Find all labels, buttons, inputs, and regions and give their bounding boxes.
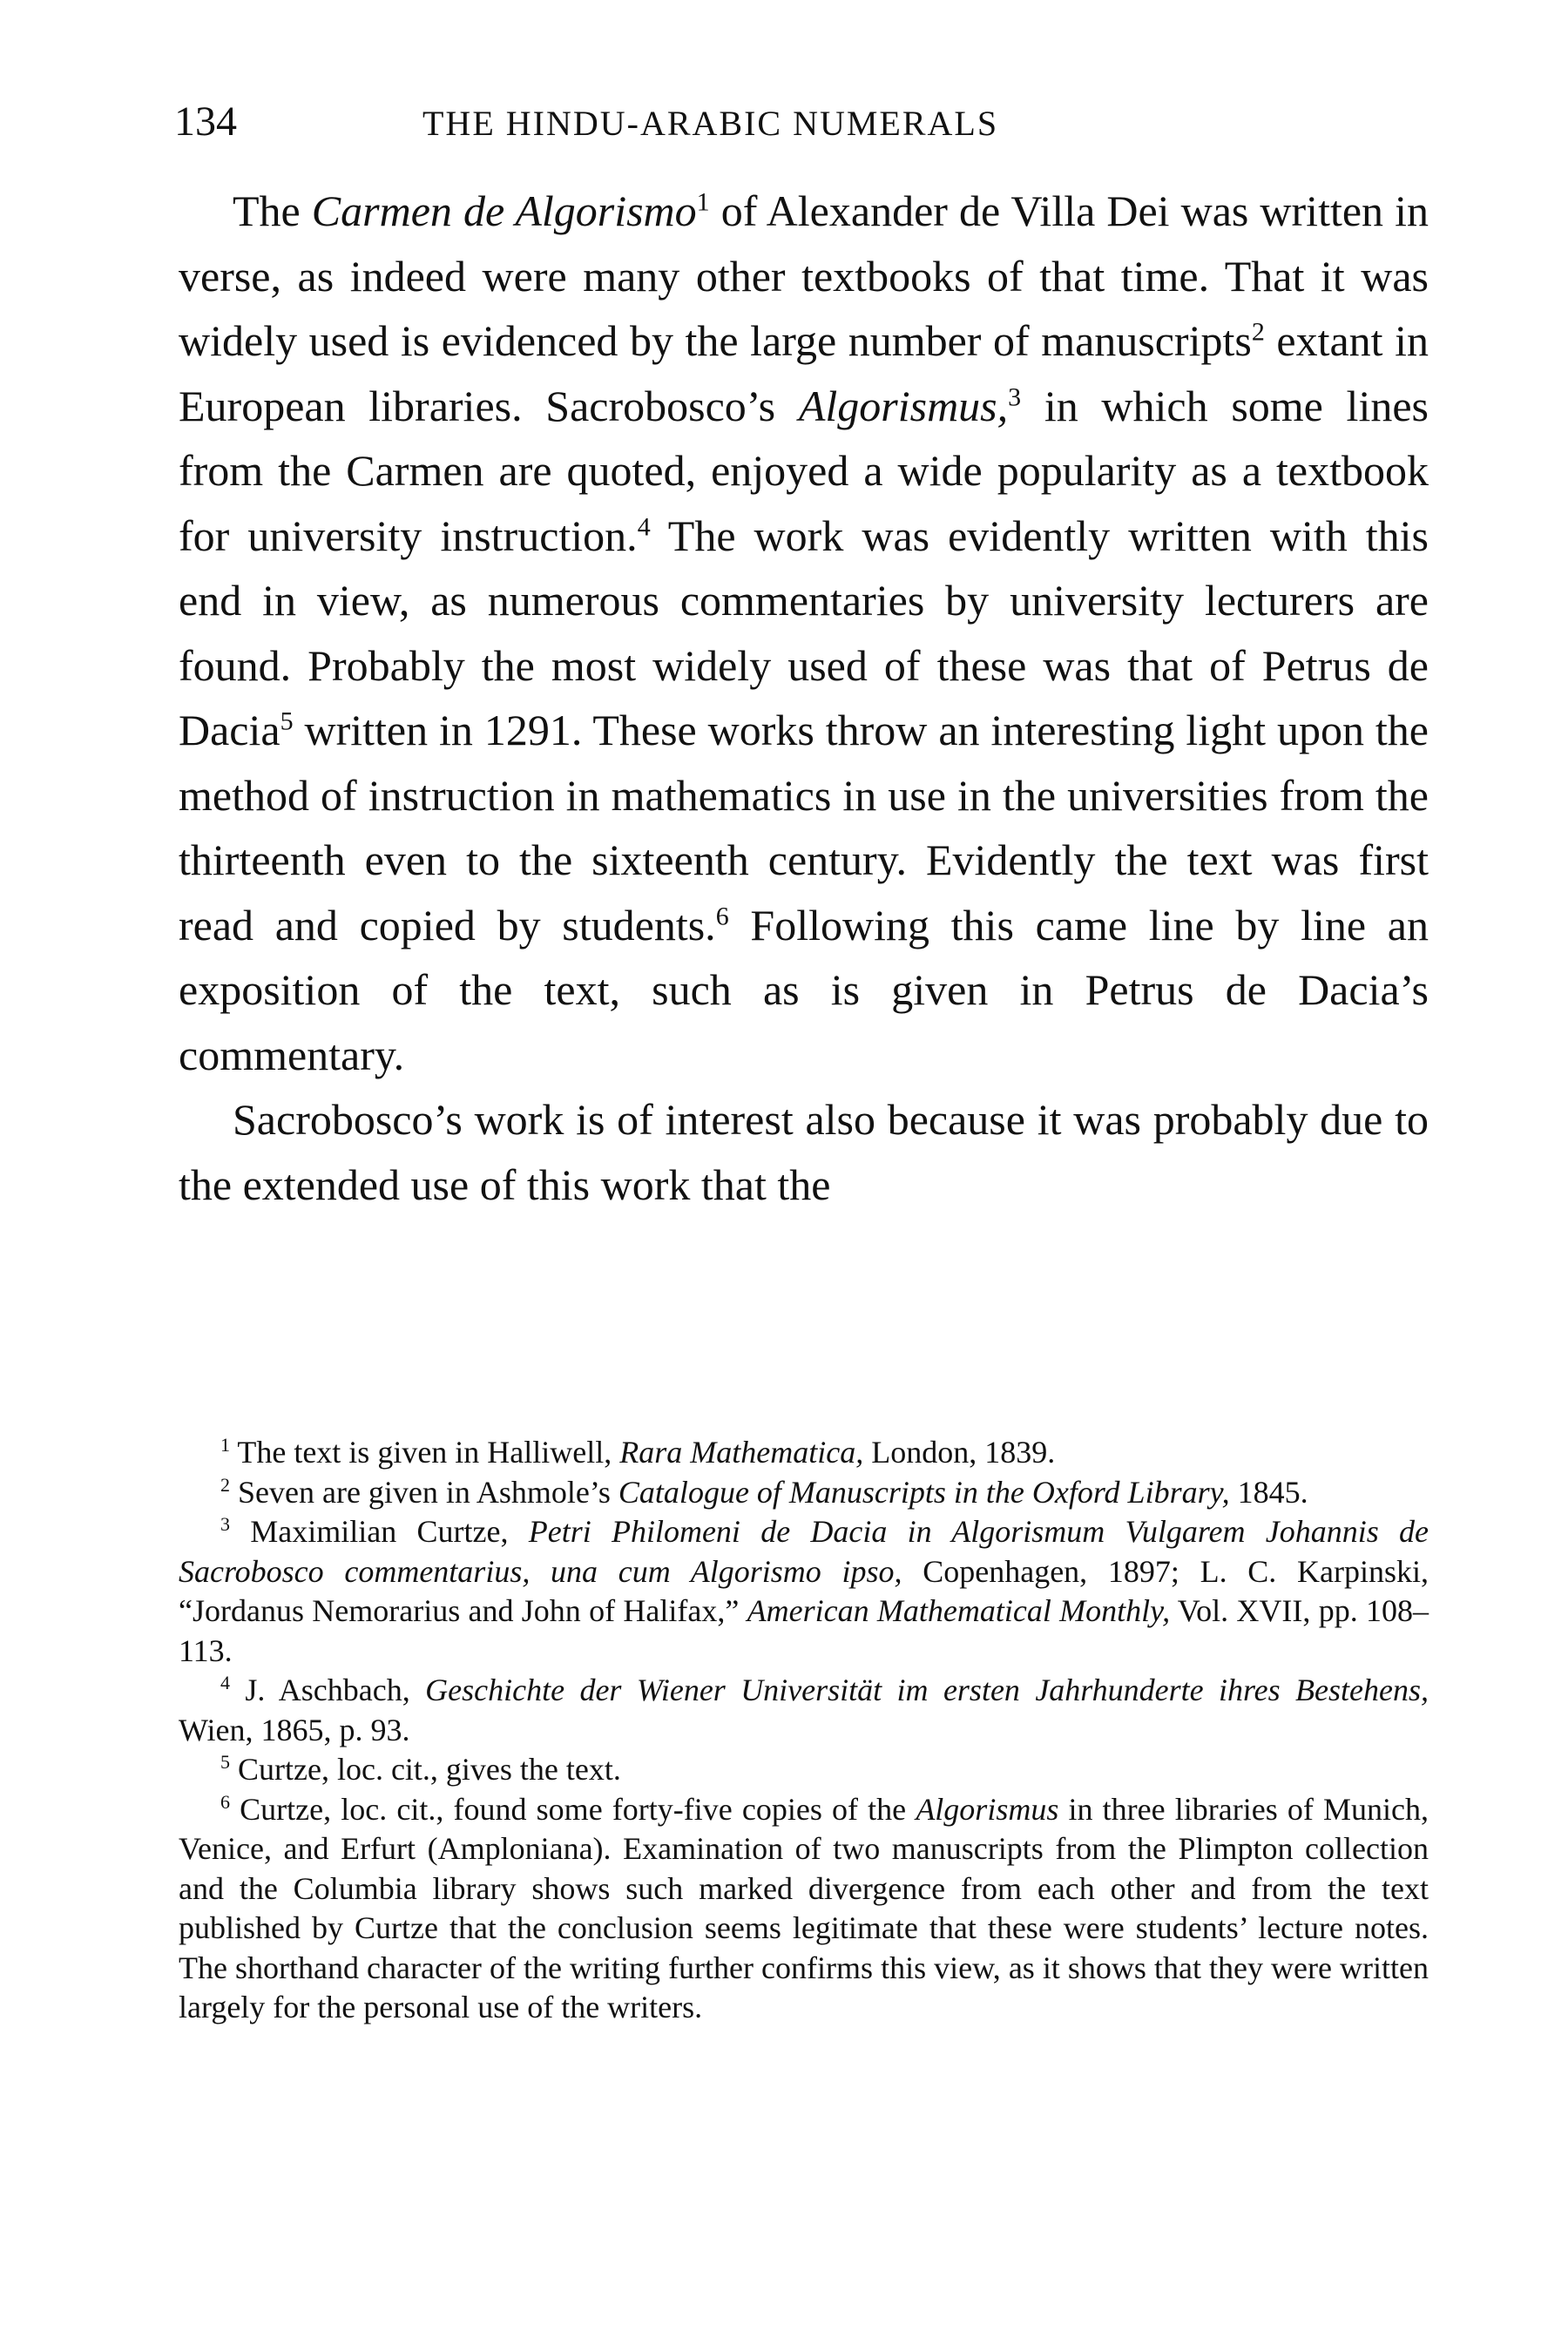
footnote-text: Vol. XVII, pp. 108–113. [179, 1593, 1429, 1668]
footnote-text: in three libraries of Munich, Venice, and Erfurt (Amploniana). Examination of two manuscripts from the Plimpton collection and the Columbia library shows such marked divergence from each other and from the text published by Curtze that the conclusion seems legitimate that these were students’ lecture notes. The shorthand character of the writing further confirms this view, as it shows that they were written largely for the personal use of the writers. [179, 1791, 1429, 2024]
footnote-text: The text is given in Halliwell, [230, 1435, 620, 1470]
footnote-6 [179, 1790, 1429, 2028]
italic-title: Catalogue of Manuscripts in the Oxford Library, [618, 1474, 1230, 1510]
footnote-5 [179, 1750, 1429, 1790]
text-run: Following this came line by line an exposition of the text, such as is given in Petrus de Dacia’s commentary. [179, 900, 1429, 1079]
footnote-text: Curtze, loc. cit., found some forty-five copies of the [230, 1791, 916, 1827]
text-run: The [233, 186, 312, 235]
footnote-ref: 6 [715, 901, 729, 930]
footnote-ref: 3 [1008, 382, 1022, 411]
paragraph-1 [179, 179, 1429, 1087]
italic-title: Rara Mathematica, [619, 1435, 864, 1470]
footnote-text: London, 1839. [863, 1435, 1056, 1470]
italic-title: Algorismus, [798, 381, 1009, 430]
footnote-number: 2 [220, 1473, 230, 1496]
main-text [179, 179, 1429, 1217]
footnote-ref: 1 [696, 187, 710, 217]
footnote-text: Seven are given in Ashmole’s [230, 1474, 618, 1510]
text-run: The work was evidently written with this end in view, as numerous commentaries by university lecturers are found. Probably the most widely used of these was that of Petrus de Dacia [179, 510, 1429, 754]
footnote-number: 1 [220, 1434, 230, 1456]
text-run: written in 1291. These works throw an interesting light upon the method of instruction in mathematics in use in the universities from the thirteenth even to the sixteenth century. Evidently the text was first read and copied by students. [179, 706, 1429, 950]
footnote-number: 4 [220, 1672, 230, 1693]
footnote-4 [179, 1671, 1429, 1750]
italic-title: Carmen de Algorismo [311, 186, 697, 235]
text-run: extant in European libraries. Sacrobosco’s [179, 316, 1429, 430]
footnote-text: 1845. [1229, 1474, 1308, 1510]
italic-title: Algorismus [916, 1791, 1059, 1827]
italic-title: American Mathematical Monthly, [747, 1593, 1171, 1628]
text-run: of Alexander de Villa Dei was written in verse, as indeed were many other textbooks of that time. That it was widely used is evidenced by the large number of manuscripts [179, 186, 1429, 365]
footnote-2 [179, 1473, 1429, 1513]
footnote-number: 5 [220, 1751, 230, 1773]
footnote-ref: 5 [280, 706, 294, 736]
footnote-text: J. Aschbach, [230, 1673, 426, 1707]
footnote-text: Maximilian Curtze, [230, 1514, 529, 1549]
footnotes [179, 1433, 1429, 2028]
paragraph-2: Sacrobosco’s work is of interest also because it was probably due to the extended use of this work that the [179, 1095, 1429, 1209]
footnote-ref: 2 [1251, 317, 1265, 347]
footnote-text: Wien, 1865, p. 93. [179, 1712, 410, 1747]
footnote-ref: 4 [637, 511, 651, 541]
footnote-number: 6 [220, 1790, 230, 1813]
italic-title: Petri Philomeni de Dacia in Algorismum Vulgarem Johannis de Sacrobosco commentarius, una cum Algorismo ipso, [179, 1514, 1429, 1589]
page-header [174, 98, 1429, 150]
footnote-1 [179, 1433, 1429, 1473]
page-number: 134 [174, 98, 237, 145]
text-run: in which some lines from the Carmen are quoted, enjoyed a wide popularity as a textbook for university instruction. [179, 381, 1429, 560]
footnote-number: 3 [220, 1513, 230, 1535]
footnote-3 [179, 1512, 1429, 1671]
footnote-text: Copenhagen, 1897; L. C. Karpinski, “Jordanus Nemorarius and John of Halifax,” [179, 1553, 1429, 1628]
footnote-text: Curtze, loc. cit., gives the text. [230, 1752, 621, 1787]
italic-title: Geschichte der Wiener Universität im ersten Jahrhunderte ihres Bestehens, [425, 1673, 1429, 1707]
running-head: THE HINDU-ARABIC NUMERALS [422, 104, 999, 143]
